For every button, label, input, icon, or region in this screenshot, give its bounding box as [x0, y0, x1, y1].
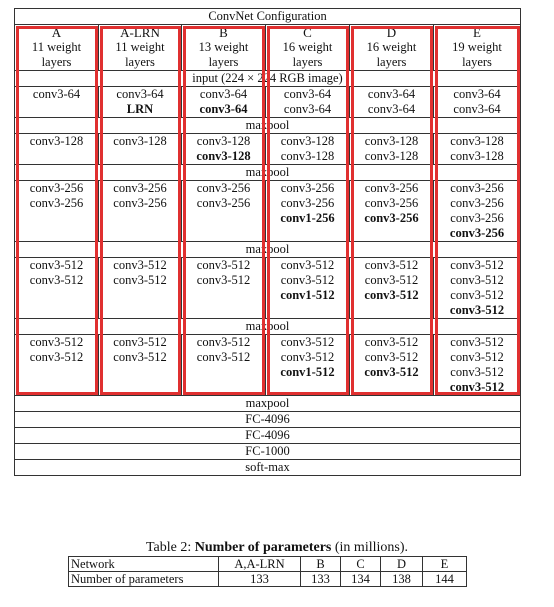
layer-cell	[434, 134, 521, 165]
params-value-row	[69, 572, 467, 587]
params-value-cell: 144	[423, 572, 467, 587]
maxpool-row	[15, 165, 521, 181]
layer-cell	[99, 134, 182, 165]
column-name: D	[386, 25, 397, 40]
layer-entry: conv3-64	[367, 87, 416, 101]
layer-entry: conv1-256	[280, 211, 335, 225]
layer-entry: conv3-256	[29, 181, 84, 195]
layer-cell	[434, 87, 521, 118]
layer-entry: conv3-256	[364, 196, 419, 210]
layer-cell	[350, 258, 434, 319]
column-name: A	[51, 25, 62, 40]
layer-entry: conv3-256	[113, 196, 167, 210]
params-caption	[0, 540, 554, 556]
layer-cell	[266, 87, 350, 118]
layer-entry: conv3-256	[196, 196, 251, 210]
layer-entry: conv3-64	[199, 87, 248, 101]
layer-entry: conv3-512	[29, 258, 84, 272]
column-desc: layers	[125, 55, 155, 69]
tail-label: FC-4096	[15, 428, 521, 444]
column-name: C	[303, 25, 312, 40]
layer-cell	[99, 181, 182, 242]
layer-entry: conv3-64	[116, 87, 164, 101]
layer-entry: conv3-512	[196, 350, 251, 364]
layer-entry: conv3-128	[364, 134, 419, 148]
layer-entry: conv3-256	[113, 181, 167, 195]
tail-row	[15, 396, 521, 412]
tail-row	[15, 460, 521, 476]
layer-entry: conv3-512	[449, 380, 505, 394]
layer-cell	[15, 134, 99, 165]
layer-entry: conv3-256	[364, 181, 419, 195]
layer-entry: conv3-512	[364, 350, 419, 364]
params-header-cell: Network	[69, 557, 219, 572]
layer-entry: conv3-512	[450, 350, 504, 364]
layer-cell	[182, 335, 266, 396]
layer-entry: conv3-64	[199, 102, 248, 116]
layer-entry: conv3-512	[196, 258, 251, 272]
layer-cell	[182, 181, 266, 242]
layer-entry: conv3-512	[113, 273, 167, 287]
layer-entry: conv3-512	[280, 350, 335, 364]
layer-entry: conv3-256	[196, 181, 251, 195]
layer-entry: conv3-512	[113, 258, 167, 272]
layer-entry: conv3-512	[364, 365, 419, 379]
tail-label: maxpool	[15, 396, 521, 412]
params-header-cell: B	[301, 557, 341, 572]
tail-label: FC-4096	[15, 412, 521, 428]
layer-cell	[350, 181, 434, 242]
column-desc: layers	[41, 55, 72, 69]
column-name: E	[473, 25, 481, 40]
layer-entry: conv3-512	[450, 258, 504, 272]
maxpool-row	[15, 118, 521, 134]
params-header-row	[69, 557, 467, 572]
layer-entry: conv3-512	[450, 365, 504, 379]
layer-cell	[99, 87, 182, 118]
layer-entry: conv3-64	[283, 87, 332, 101]
layer-cell	[266, 258, 350, 319]
caption-prefix: Table 2:	[145, 540, 195, 555]
layer-entry: conv3-256	[450, 196, 504, 210]
input-label: input (224 × 224 RGB image)	[15, 71, 521, 87]
params-value-cell: 133	[301, 572, 341, 587]
params-value-cell: Number of parameters	[69, 572, 219, 587]
layer-group-row	[15, 134, 521, 165]
tail-row	[15, 428, 521, 444]
layer-entry: conv3-64	[453, 87, 501, 101]
layer-entry: conv3-512	[364, 273, 419, 287]
layer-entry: LRN	[126, 102, 154, 116]
layer-group-row	[15, 258, 521, 319]
layer-entry: conv3-512	[113, 335, 167, 349]
layer-entry: conv3-256	[280, 181, 335, 195]
layer-entry: conv3-512	[196, 273, 251, 287]
convnet-config-table	[14, 8, 521, 476]
column-header-row	[15, 25, 521, 71]
layer-entry: conv3-64	[283, 102, 332, 116]
tail-label: FC-1000	[15, 444, 521, 460]
layer-entry: conv3-512	[29, 335, 84, 349]
layer-entry: conv3-512	[196, 335, 251, 349]
caption-bold: Number of parameters	[194, 540, 332, 555]
caption-suffix: (in millions).	[331, 540, 408, 555]
layer-entry: conv3-256	[450, 211, 504, 225]
layer-cell	[350, 134, 434, 165]
column-header-cell	[99, 25, 182, 71]
layer-entry: conv3-128	[196, 134, 251, 148]
column-header-cell	[266, 25, 350, 71]
layer-entry: conv3-256	[29, 196, 84, 210]
layer-entry: conv1-512	[280, 365, 335, 379]
tail-row	[15, 412, 521, 428]
layer-cell	[15, 87, 99, 118]
column-desc: layers	[292, 55, 323, 69]
column-desc: 16 weight	[366, 40, 417, 54]
layer-entry: conv1-512	[280, 288, 335, 302]
params-header-cell: D	[381, 557, 423, 572]
layer-entry: conv3-512	[450, 335, 504, 349]
layer-entry: conv3-128	[280, 134, 335, 148]
layer-entry: conv3-512	[450, 288, 504, 302]
input-row	[15, 71, 521, 87]
column-desc: 11 weight	[115, 40, 165, 54]
column-desc: 13 weight	[198, 40, 249, 54]
maxpool-row	[15, 319, 521, 335]
layer-entry: conv3-64	[367, 102, 416, 116]
layer-entry: conv3-64	[453, 102, 501, 116]
layer-entry: conv3-512	[364, 258, 419, 272]
column-header-cell	[182, 25, 266, 71]
layer-entry: conv3-128	[29, 134, 84, 148]
layer-entry: conv3-128	[364, 149, 419, 163]
params-table	[68, 556, 467, 587]
layer-entry: conv3-128	[280, 149, 335, 163]
title-row	[15, 9, 521, 25]
layer-cell	[182, 258, 266, 319]
layer-entry: conv3-512	[113, 350, 167, 364]
layer-cell	[15, 258, 99, 319]
layer-cell	[266, 134, 350, 165]
column-desc: layers	[208, 55, 239, 69]
params-value-cell: 138	[381, 572, 423, 587]
column-desc: layers	[376, 55, 407, 69]
column-header-cell	[350, 25, 434, 71]
layer-entry: conv3-512	[449, 303, 505, 317]
params-header-cell: C	[341, 557, 381, 572]
column-header-cell	[15, 25, 99, 71]
tail-row	[15, 444, 521, 460]
layer-cell	[350, 87, 434, 118]
layer-entry: conv3-512	[29, 273, 84, 287]
layer-entry: conv3-128	[450, 149, 504, 163]
maxpool-label: maxpool	[15, 118, 521, 134]
layer-cell	[434, 258, 521, 319]
column-header-cell	[434, 25, 521, 71]
layer-cell	[99, 258, 182, 319]
params-value-cell: 133	[219, 572, 301, 587]
params-value-cell: 134	[341, 572, 381, 587]
layer-cell	[15, 335, 99, 396]
layer-entry: conv3-128	[196, 149, 251, 163]
layer-cell	[182, 87, 266, 118]
maxpool-label: maxpool	[15, 242, 521, 258]
column-name: A-LRN	[120, 25, 160, 40]
tail-label: soft-max	[15, 460, 521, 476]
column-name: B	[219, 25, 228, 40]
layer-entry: conv3-512	[280, 335, 335, 349]
layer-cell	[182, 134, 266, 165]
layer-cell	[266, 181, 350, 242]
layer-group-row	[15, 87, 521, 118]
params-header-cell: A,A-LRN	[219, 557, 301, 572]
layer-cell	[99, 335, 182, 396]
column-desc: 19 weight	[452, 40, 502, 54]
column-desc: 16 weight	[282, 40, 333, 54]
layer-entry: conv3-512	[450, 273, 504, 287]
column-desc: layers	[462, 55, 492, 69]
layer-entry: conv3-512	[280, 273, 335, 287]
layer-entry: conv3-512	[29, 350, 84, 364]
layer-cell	[350, 335, 434, 396]
layer-entry: conv3-256	[280, 196, 335, 210]
layer-entry: conv3-128	[113, 134, 167, 148]
column-desc: 11 weight	[31, 40, 82, 54]
layer-group-row	[15, 335, 521, 396]
layer-cell	[434, 181, 521, 242]
layer-entry: conv3-512	[280, 258, 335, 272]
layer-cell	[266, 335, 350, 396]
maxpool-label: maxpool	[15, 319, 521, 335]
layer-cell	[434, 335, 521, 396]
layer-entry: conv3-256	[364, 211, 419, 225]
layer-group-row	[15, 181, 521, 242]
maxpool-row	[15, 242, 521, 258]
layer-entry: conv3-512	[364, 288, 419, 302]
layer-entry: conv3-256	[450, 181, 504, 195]
layer-cell	[15, 181, 99, 242]
params-header-cell: E	[423, 557, 467, 572]
layer-entry: conv3-256	[449, 226, 505, 240]
layer-entry: conv3-128	[450, 134, 504, 148]
maxpool-label: maxpool	[15, 165, 521, 181]
layer-entry: conv3-512	[364, 335, 419, 349]
table-title: ConvNet Configuration	[15, 9, 521, 25]
layer-entry: conv3-64	[32, 87, 81, 101]
